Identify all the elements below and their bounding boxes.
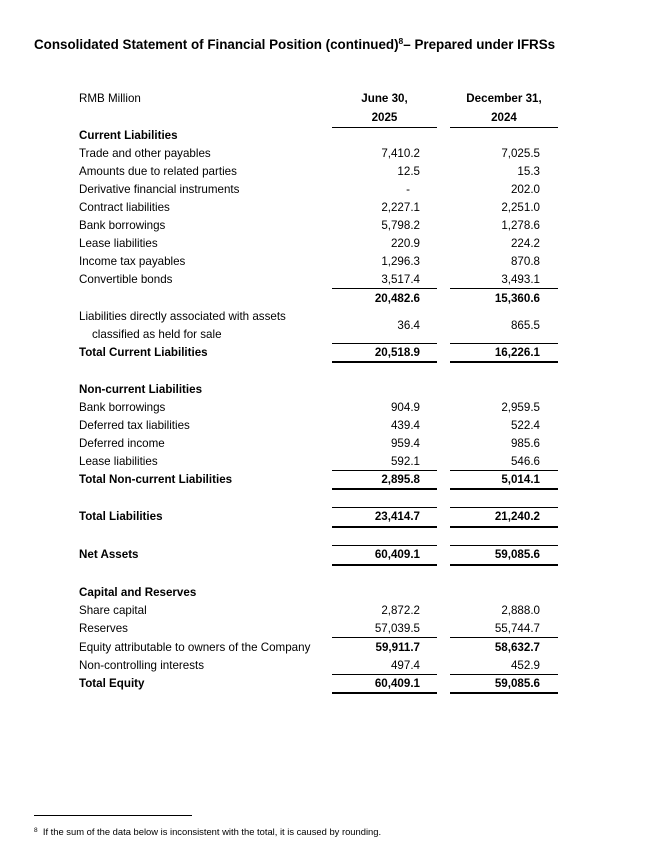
net-assets-underline-col2	[450, 564, 558, 566]
nci-row: Non-controlling interests 497.4 452.9	[79, 659, 540, 672]
table-row: Contract liabilities 2,227.1 2,251.0	[79, 201, 540, 214]
title-text: Consolidated Statement of Financial Position (continued)	[34, 37, 399, 52]
held-for-sale-row: Liabilities directly associated with assets classified as held for sale 36.4 865.5	[79, 310, 540, 341]
equity-owners-row: Equity attributable to owners of the Company 59,911.7 58,632.7	[79, 641, 540, 654]
col2-header-line1: December 31,	[466, 92, 542, 105]
equity-owners-rule-col1	[332, 637, 437, 638]
table-row: Trade and other payables 7,410.2 7,025.5	[79, 147, 540, 160]
total-noncurrent-row: Total Non-current Liabilities 2,895.8 5,014.1	[79, 473, 540, 486]
total-noncurrent-underline-col2	[450, 488, 558, 490]
unit-label: RMB Million	[79, 92, 141, 105]
col1-header-line2: 2025	[371, 111, 398, 124]
table-row: Deferred tax liabilities 439.4 522.4	[79, 419, 540, 432]
table-row: Convertible bonds 3,517.4 3,493.1	[79, 273, 540, 286]
col2-header-line2: 2024	[491, 111, 517, 124]
subtotal-rule-col1	[332, 288, 437, 289]
total-current-row: Total Current Liabilities 20,518.9 16,226.1	[79, 346, 540, 359]
total-current-underline-col2	[450, 361, 558, 363]
net-assets-row: Net Assets 60,409.1 59,085.6	[79, 548, 540, 561]
table-row: Amounts due to related parties 12.5 15.3	[79, 165, 540, 178]
total-liabilities-underline-col2	[450, 526, 558, 528]
col1-header-line1: June 30,	[361, 92, 408, 105]
table-row: Lease liabilities 592.1 546.6	[79, 455, 540, 468]
title-footnote-mark: 8	[398, 36, 404, 46]
section-heading-noncurrent: Non-current Liabilities	[79, 383, 203, 396]
table-row: Derivative financial instruments - 202.0	[79, 183, 540, 196]
title-suffix: – Prepared under IFRSs	[403, 37, 556, 52]
table-row: Deferred income 959.4 985.6	[79, 437, 540, 450]
total-liabilities-underline-col1	[332, 526, 437, 528]
total-noncurrent-underline-col1	[332, 488, 437, 490]
footnote-separator	[34, 815, 192, 816]
table-row: Bank borrowings 5,798.2 1,278.6	[79, 219, 540, 232]
footnote	[34, 826, 381, 837]
current-subtotal-row: 20,482.6 15,360.6	[374, 292, 540, 305]
total-current-underline-col1	[332, 361, 437, 363]
table-row: Bank borrowings 904.9 2,959.5	[79, 401, 540, 414]
equity-owners-rule-col2	[450, 637, 558, 638]
footnote-text: If the sum of the data below is inconsistent with the total, it is caused by rounding.	[42, 826, 382, 837]
footnote-mark: 8	[34, 827, 38, 834]
net-assets-underline-col1	[332, 564, 437, 566]
table-row: Lease liabilities 220.9 224.2	[79, 237, 540, 250]
total-equity-row: Total Equity 60,409.1 59,085.6	[79, 677, 540, 690]
page-title	[34, 36, 555, 52]
total-equity-underline-col2	[450, 692, 558, 694]
table-row: Reserves 57,039.5 55,744.7	[79, 622, 540, 635]
table-row: Share capital 2,872.2 2,888.0	[79, 604, 540, 617]
subtotal-rule-col2	[450, 288, 558, 289]
section-heading-current: Current Liabilities	[79, 129, 178, 142]
section-heading-capital: Capital and Reserves	[79, 586, 197, 599]
total-equity-underline-col1	[332, 692, 437, 694]
total-liabilities-row: Total Liabilities 23,414.7 21,240.2	[79, 510, 540, 523]
table-row: Income tax payables 1,296.3 870.8	[79, 255, 540, 268]
